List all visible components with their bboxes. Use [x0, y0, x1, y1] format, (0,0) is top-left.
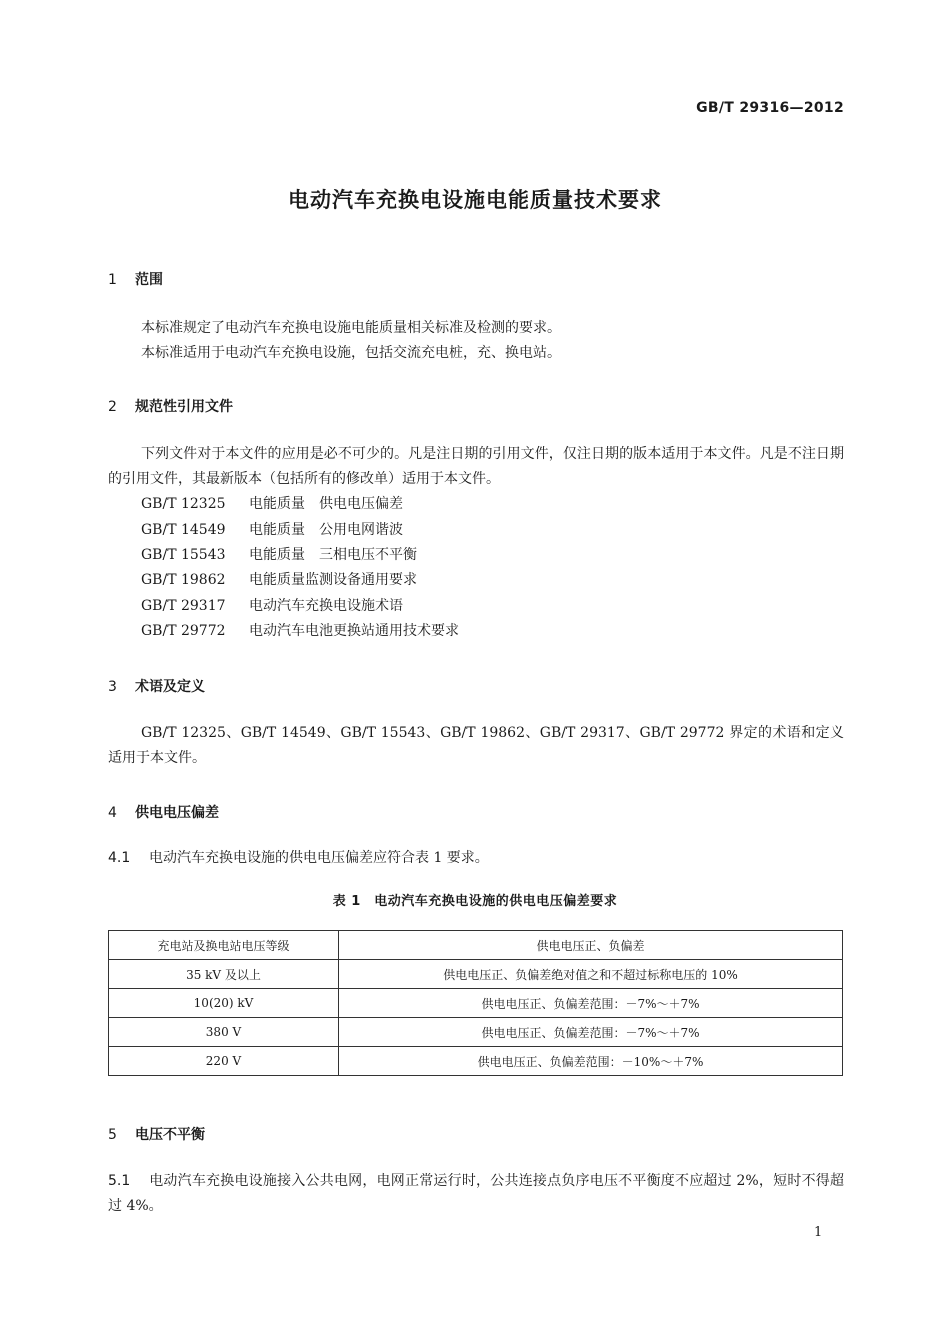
reference-item: [141, 518, 403, 543]
table-cell: 供电电压正、负偏差范围：－7%～＋7%: [339, 989, 843, 1018]
section-number: 1: [108, 272, 117, 288]
section-1-heading: [108, 269, 163, 289]
section-2-heading: [108, 396, 233, 416]
section-number: 2: [108, 399, 117, 415]
references-intro: 下列文件对于本文件的应用是必不可少的。凡是注日期的引用文件，仅注日期的版本适用于本文件。凡是不注日期的引用文件，其最新版本（包括所有的修改单）适用于本文件。: [108, 446, 844, 487]
reference-code: GB/T 12325: [141, 496, 226, 512]
clause-number: 5.1: [108, 1173, 131, 1189]
table-header-row: [109, 931, 843, 960]
table-cell: 10(20) kV: [109, 989, 339, 1018]
clause-text: 电动汽车充换电设施接入公共电网，电网正常运行时，公共连接点负序电压不平衡度不应超过 2%，短时不得超过 4%。: [108, 1173, 844, 1214]
table-caption: 表 1 电动汽车充换电设施的供电电压偏差要求: [332, 894, 618, 909]
section-number: 3: [108, 679, 117, 695]
reference-code: GB/T 29317: [141, 598, 226, 614]
page-number: 1: [814, 1225, 823, 1240]
reference-item: [141, 568, 417, 593]
section-title: 规范性引用文件: [135, 399, 233, 415]
reference-title: 电能质量 公用电网谐波: [249, 522, 403, 538]
reference-title: 电动汽车电池更换站通用技术要求: [249, 623, 459, 639]
section-title: 电压不平衡: [135, 1127, 205, 1143]
document-title: 电动汽车充换电设施电能质量技术要求: [288, 188, 662, 212]
reference-item: [141, 594, 403, 619]
reference-title: 电能质量 三相电压不平衡: [249, 547, 417, 563]
table-row: [109, 960, 843, 989]
reference-item: [141, 543, 417, 568]
table-cell: 35 kV 及以上: [109, 960, 339, 989]
table-row: [109, 989, 843, 1018]
terms-paragraph: GB/T 12325、GB/T 14549、GB/T 15543、GB/T 19862、GB/T 29317、GB/T 29772 界定的术语和定义适用于本文件。: [108, 725, 844, 766]
table-header-cell: 充电站及换电站电压等级: [109, 931, 339, 960]
section-4-heading: [108, 802, 219, 822]
section-number: 4: [108, 805, 117, 821]
scope-paragraph-1: 本标准规定了电动汽车充换电设施电能质量相关标准及检测的要求。: [141, 320, 561, 336]
section-number: 5: [108, 1127, 117, 1143]
reference-code: GB/T 19862: [141, 572, 226, 588]
table-header-cell: 供电电压正、负偏差: [339, 931, 843, 960]
clause-text: 电动汽车充换电设施的供电电压偏差应符合表 1 要求。: [149, 850, 489, 866]
clause-4-1: [108, 846, 489, 871]
table-cell: 供电电压正、负偏差绝对值之和不超过标称电压的 10%: [339, 960, 843, 989]
section-title: 供电电压偏差: [135, 805, 219, 821]
standard-number: GB/T 29316—2012: [696, 100, 844, 116]
table-cell: 220 V: [109, 1047, 339, 1076]
section-title: 范围: [135, 272, 163, 288]
scope-paragraph-2: 本标准适用于电动汽车充换电设施，包括交流充电桩，充、换电站。: [141, 345, 561, 361]
table-cell: 380 V: [109, 1018, 339, 1047]
reference-code: GB/T 15543: [141, 547, 226, 563]
section-title: 术语及定义: [135, 679, 205, 695]
table-cell: 供电电压正、负偏差范围：－7%～＋7%: [339, 1018, 843, 1047]
reference-code: GB/T 29772: [141, 623, 226, 639]
table-cell: 供电电压正、负偏差范围：－10%～＋7%: [339, 1047, 843, 1076]
clause-number: 4.1: [108, 850, 131, 866]
reference-item: [141, 492, 403, 517]
reference-code: GB/T 14549: [141, 522, 226, 538]
section-5-heading: [108, 1124, 205, 1144]
reference-item: [141, 619, 459, 644]
clause-5-1: [108, 1169, 844, 1219]
section-3-heading: [108, 676, 205, 696]
reference-title: 电能质量 供电电压偏差: [249, 496, 403, 512]
voltage-deviation-table: [108, 930, 843, 1076]
reference-title: 电动汽车充换电设施术语: [249, 598, 403, 614]
table-row: [109, 1047, 843, 1076]
table-row: [109, 1018, 843, 1047]
reference-title: 电能质量监测设备通用要求: [249, 572, 417, 588]
